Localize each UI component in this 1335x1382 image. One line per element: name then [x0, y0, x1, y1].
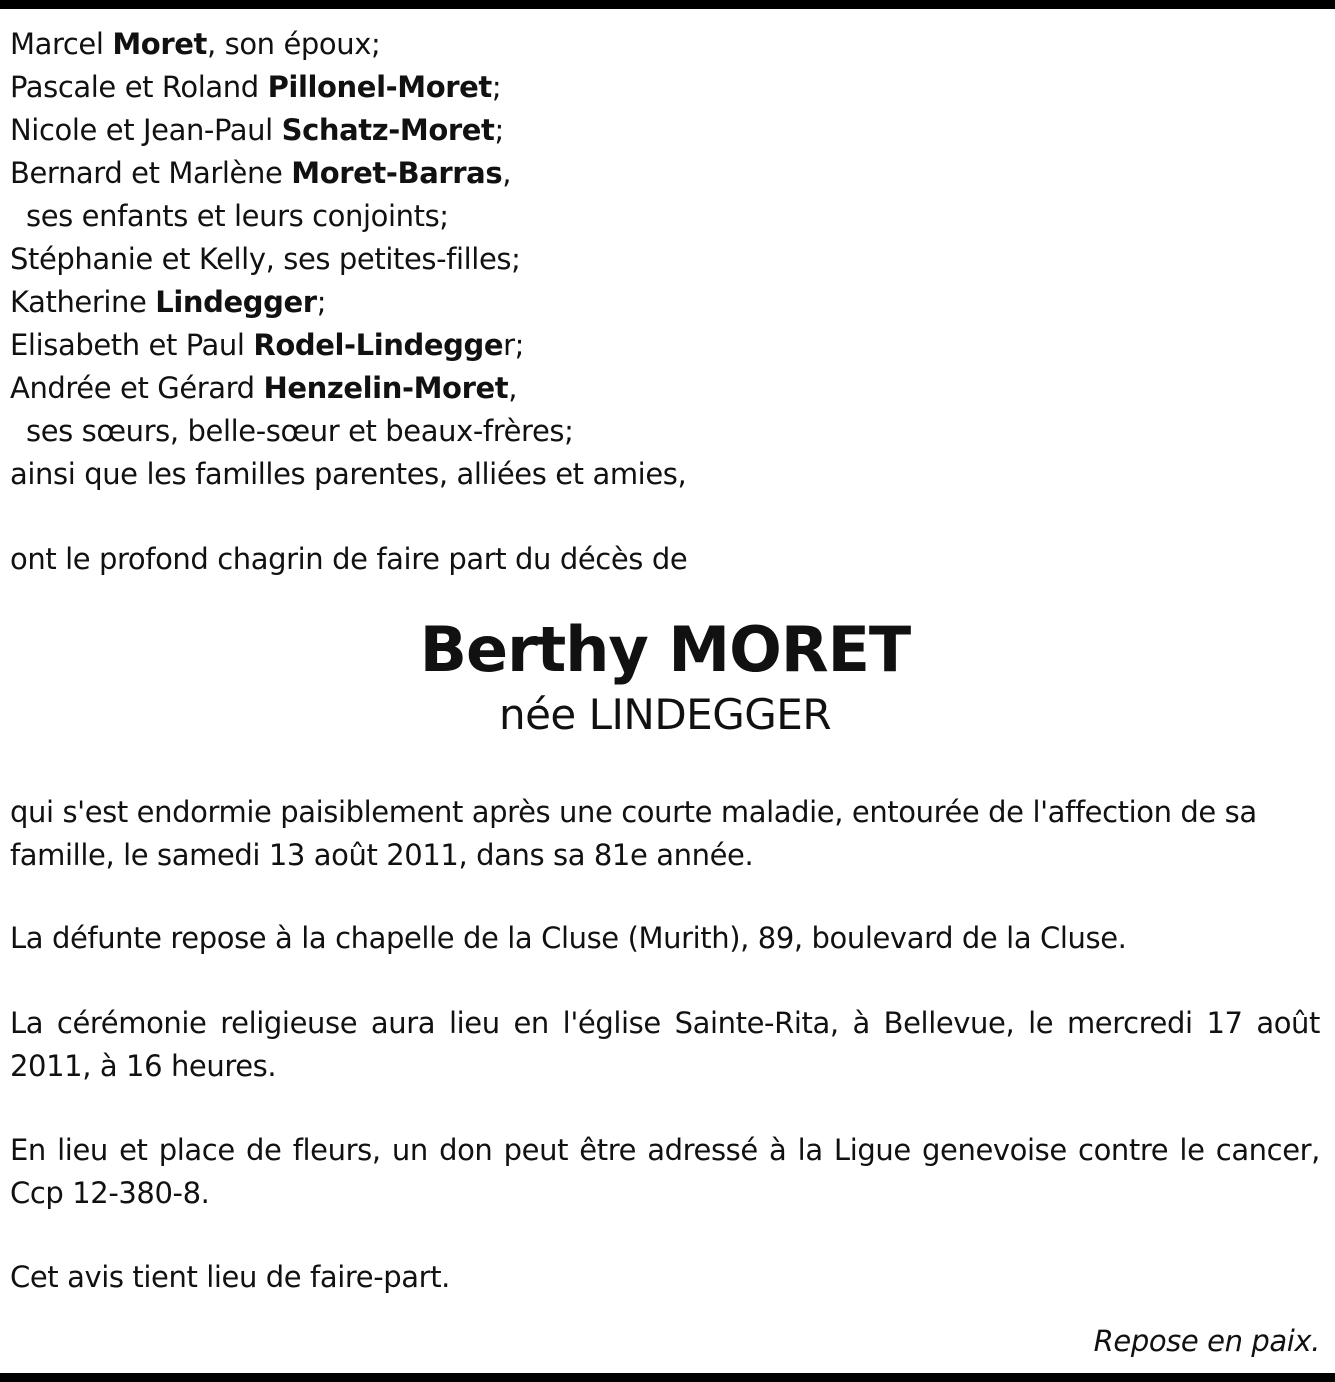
paragraph-notice: Cet avis tient lieu de faire-part. [10, 1260, 450, 1294]
family-list [10, 23, 1320, 496]
family-line: Andrée et Gérard Henzelin-Moret, [10, 371, 518, 405]
family-line: Katherine Lindegger; [10, 285, 327, 319]
paragraph-donation: En lieu et place de fleurs, un don peut être adressé à la Ligue genevoise contre le cancer, Ccp 12-380-8. [10, 1133, 1320, 1210]
deceased-name-block [10, 610, 1320, 740]
family-line: Pascale et Roland Pillonel-Moret; [10, 70, 502, 104]
family-line: Stéphanie et Kelly, ses petites-filles; [10, 242, 521, 276]
bottom-border-rule [0, 1373, 1335, 1382]
family-line: ses sœurs, belle-sœur et beaux-frères; [26, 414, 574, 448]
family-line: Nicole et Jean-Paul Schatz-Moret; [10, 113, 504, 147]
family-line: ainsi que les familles parentes, alliées et amies, [10, 457, 687, 491]
family-line: Bernard et Marlène Moret-Barras, [10, 156, 512, 190]
top-border-rule [0, 0, 1335, 9]
family-line: ses enfants et leurs conjoints; [26, 199, 449, 233]
paragraph-passing: qui s'est endormie paisiblement après une courte maladie, entourée de l'affection de sa famille, le samedi 13 août 2011, dans sa 81e année. [10, 795, 1257, 872]
paragraph-rest-location: La défunte repose à la chapelle de la Cluse (Murith), 89, boulevard de la Cluse. [10, 921, 1127, 955]
intro-text: ont le profond chagrin de faire part du décès de [10, 542, 688, 576]
closing-phrase: Repose en paix. [1093, 1324, 1320, 1358]
deceased-name: Berthy MORET [419, 613, 911, 686]
family-line: Marcel Moret, son époux; [10, 27, 381, 61]
maiden-name: née LINDEGGER [498, 690, 832, 739]
paragraph-ceremony: La cérémonie religieuse aura lieu en l'église Sainte-Rita, à Bellevue, le mercredi 17 août 2011, à 16 heures. [10, 1006, 1320, 1083]
family-line: Elisabeth et Paul Rodel-Lindegger; [10, 328, 525, 362]
